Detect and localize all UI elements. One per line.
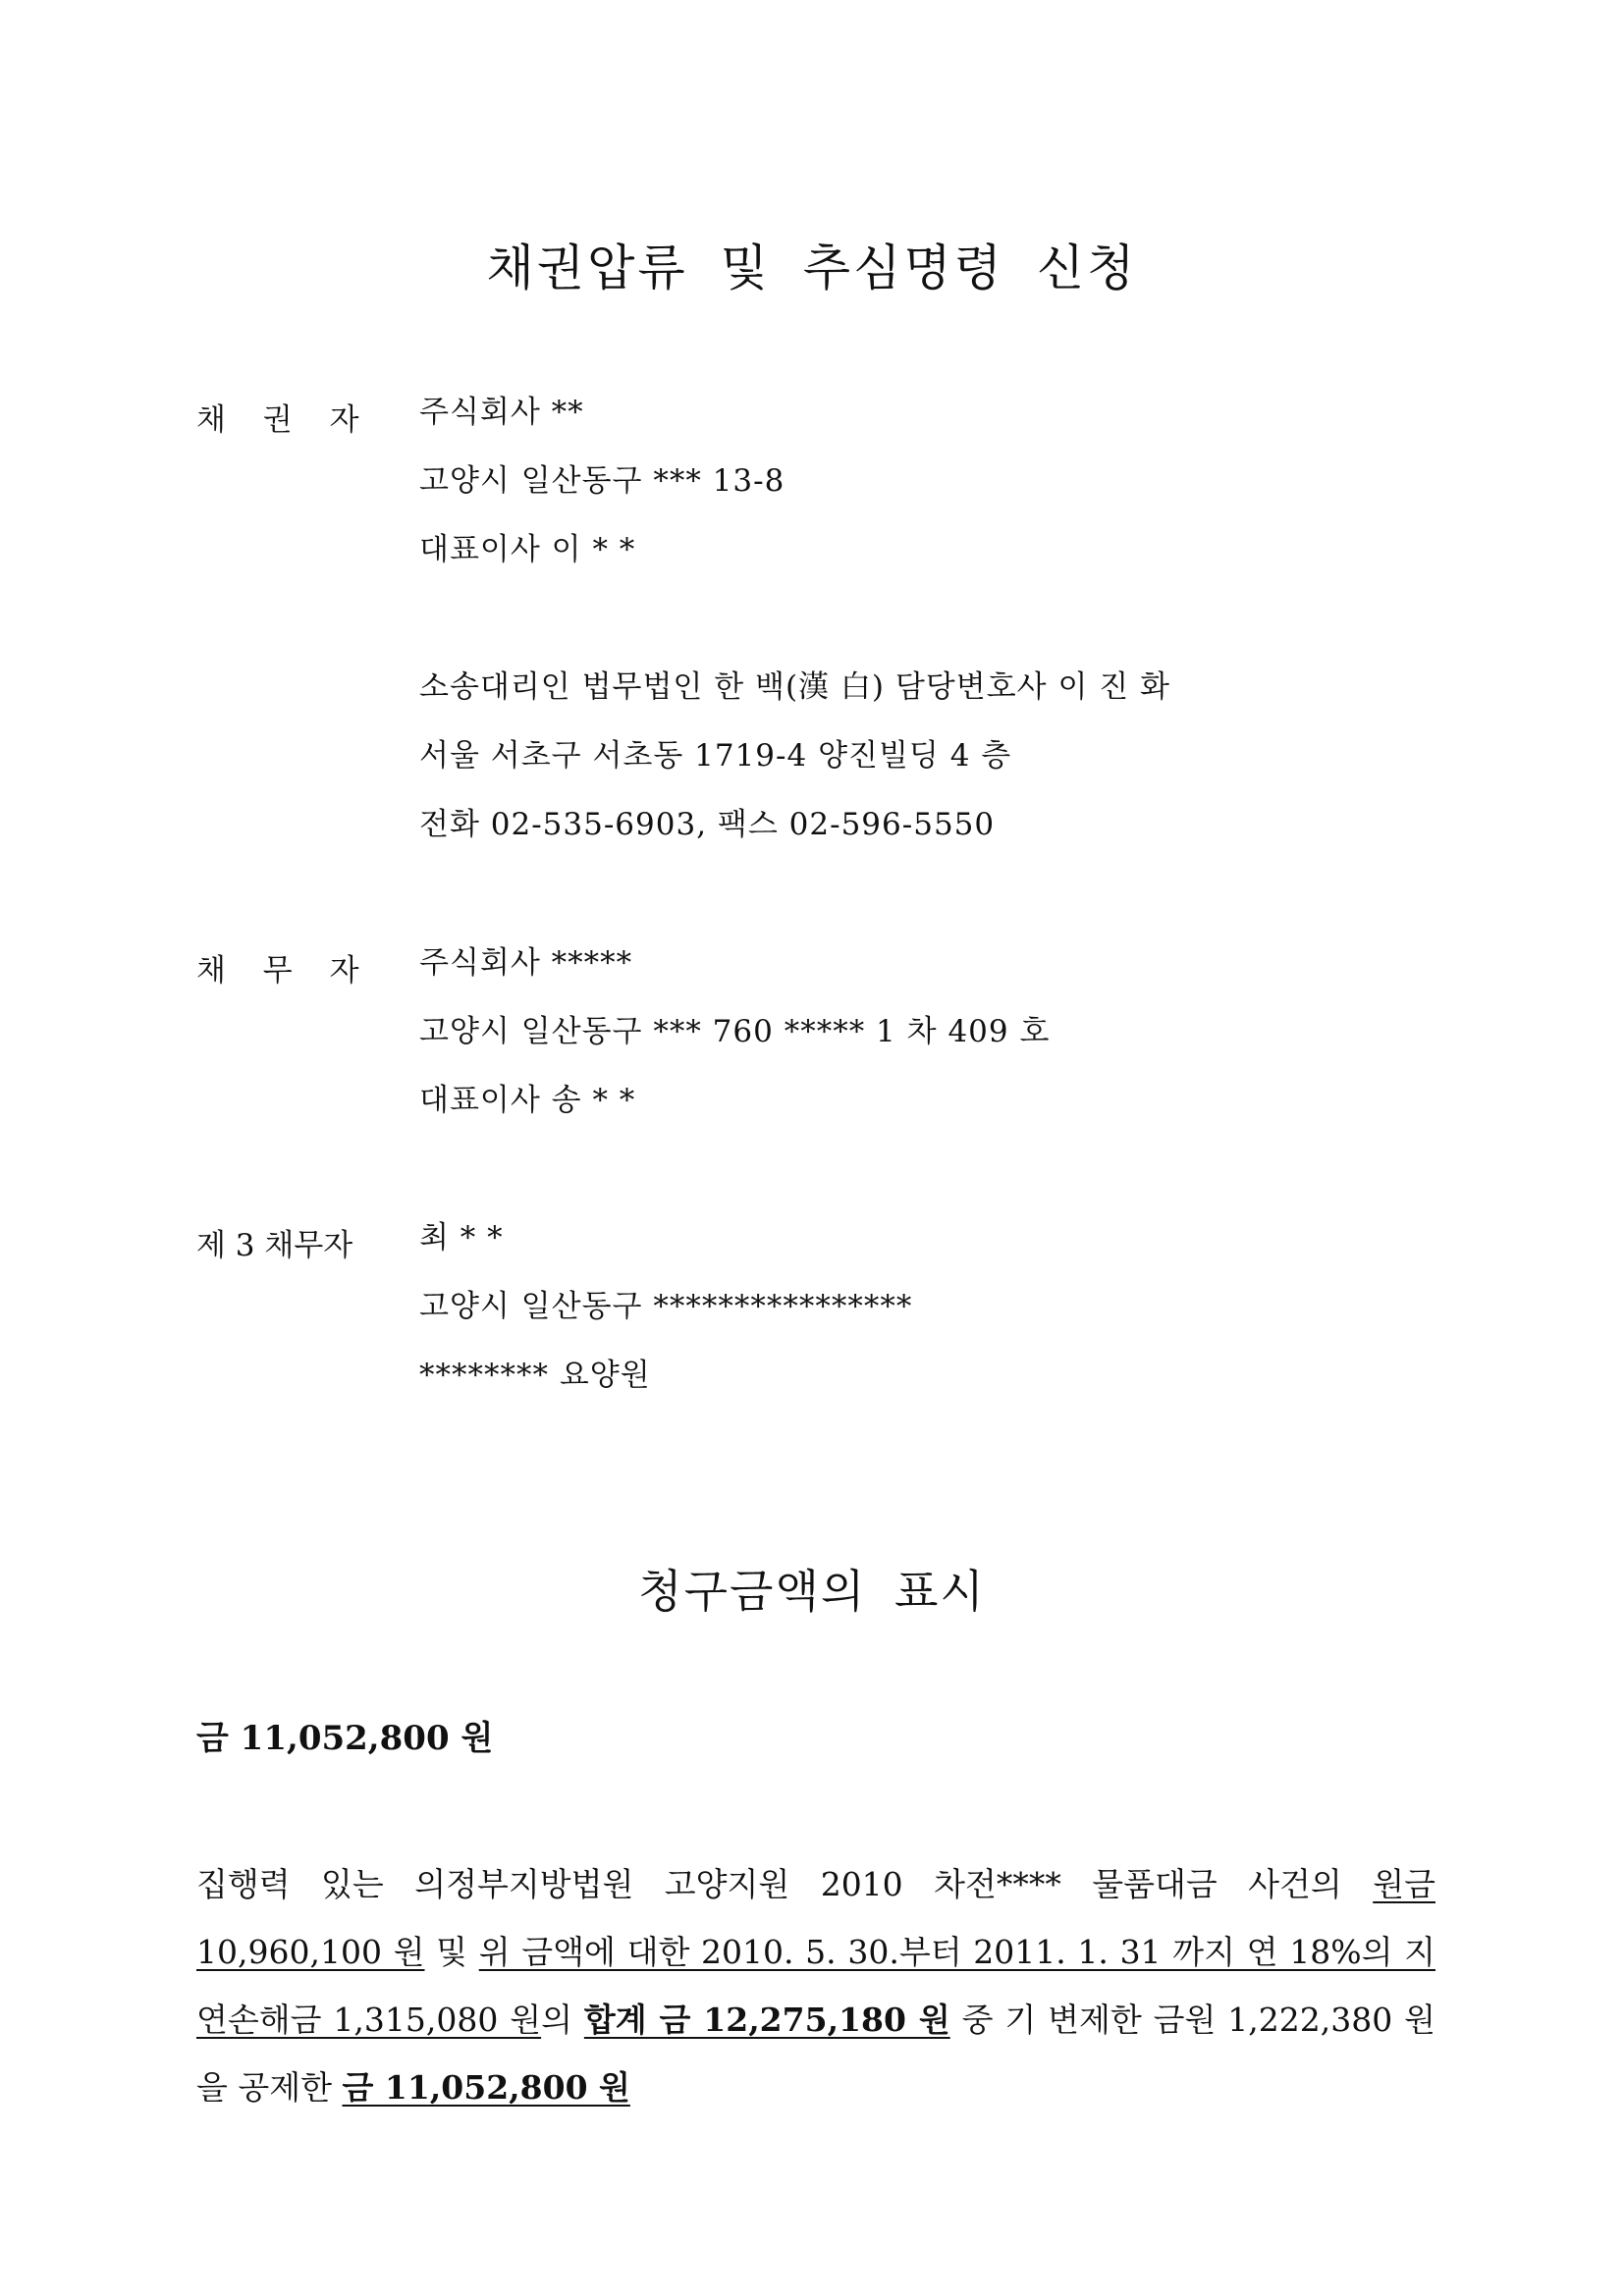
claim-delay-damages: 위 금액에 대한 2010. 5. 30.부터 2011. 1. 31 까지 연 18%의 지연손해금 1,315,080 원 <box>196 1933 1435 2039</box>
creditor-attorney-contact: 전화 02-535-6903, 팩스 02-596-5550 <box>419 807 996 842</box>
creditor-details <box>419 395 1170 876</box>
claim-text-of: 의 <box>541 2001 584 2039</box>
creditor-address: 고양시 일산동구 *** 13-8 <box>419 463 785 499</box>
claim-text-deduction: 중 기 변제한 금원 1,222,380 원을 공제한 <box>196 2001 1435 2107</box>
creditor-attorney-address: 서울 서초구 서초동 1719-4 양진빌딩 4 층 <box>419 738 1012 774</box>
creditor-label: 채 권 자 <box>196 402 373 438</box>
debtor-address: 고양시 일산동구 *** 760 ***** 1 차 409 호 <box>419 1014 1051 1049</box>
creditor-attorney: 소송대리인 법무법인 한 백(漢 白) 담당변호사 이 진 화 <box>419 669 1170 705</box>
creditor-representative: 대표이사 이 * * <box>419 532 636 567</box>
creditor-company: 주식회사 ** <box>419 395 584 430</box>
claim-section-title: 청구금액의 표시 <box>638 1565 986 1618</box>
claim-text-and: 및 <box>424 1933 479 1971</box>
claim-principal: 원금 10,960,100 원 <box>196 1865 1435 1971</box>
third-debtor-facility: ******** 요양원 <box>419 1358 651 1393</box>
document-title: 채권압류 및 추심명령 신청 <box>486 240 1138 296</box>
debtor-details <box>419 945 1050 1151</box>
debtor-company: 주식회사 ***** <box>419 945 633 981</box>
third-debtor-details <box>419 1220 912 1426</box>
third-debtor-name: 최 * * <box>419 1220 504 1255</box>
debtor-label: 채 무 자 <box>196 953 373 988</box>
claim-amount: 금 11,052,800 원 <box>196 1719 494 1758</box>
creditor-spacer <box>419 601 1170 669</box>
third-debtor-address: 고양시 일산동구 **************** <box>419 1289 913 1324</box>
claim-text-intro: 집행력 있는 의정부지방법원 고양지원 2010 차전**** 물품대금 사건의 <box>196 1865 1374 1903</box>
claim-total: 합계 금 12,275,180 원 <box>583 2001 950 2039</box>
third-debtor-label: 제 3 채무자 <box>196 1228 353 1263</box>
debtor-representative: 대표이사 송 * * <box>419 1083 636 1118</box>
claim-description <box>196 1850 1435 2121</box>
claim-final-amount: 금 11,052,800 원 <box>342 2068 630 2107</box>
